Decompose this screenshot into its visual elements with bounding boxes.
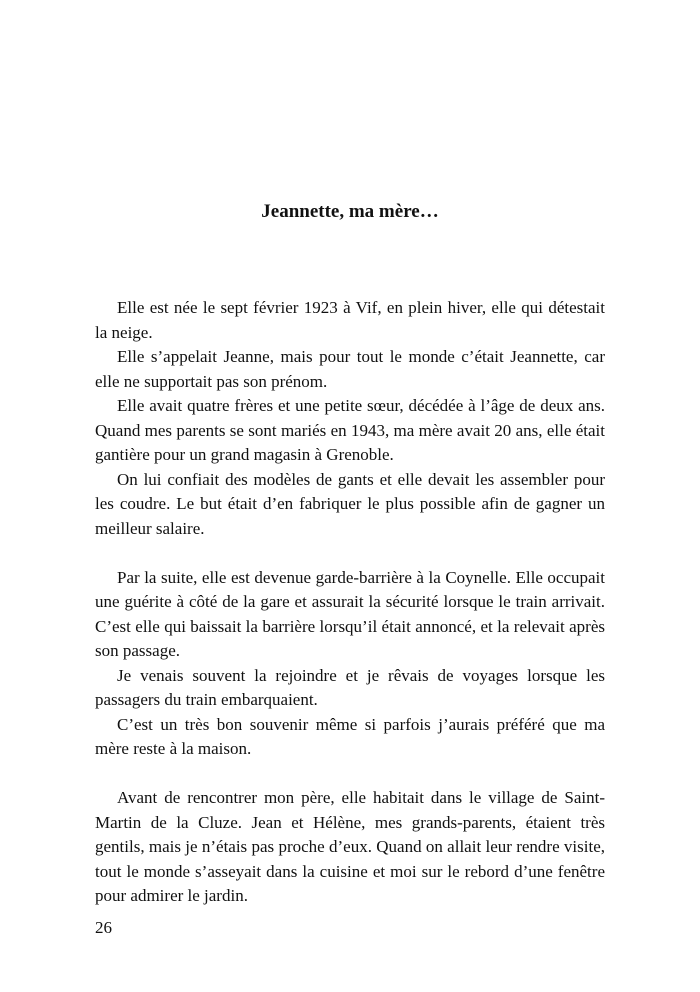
paragraph: Elle avait quatre frères et une petite sœur, décédée à l’âge de deux ans. Quand mes parents se sont mariés en 1943, ma mère avait 20 ans, elle était gantière pour un grand magasin à Grenoble. — [95, 396, 605, 464]
paragraph: Elle est née le sept février 1923 à Vif, en plein hiver, elle qui détestait la neige. — [95, 298, 605, 342]
paragraph: Avant de rencontrer mon père, elle habitait dans le village de Saint-Martin de la Cluze. Jean et Hélène, mes grands-parents, étaient très gentils, mais je n’étais pas proche d’eux. Quand on allait leur rendre visite, tout le monde s’asseyait dans la cuisine et moi sur le rebord d’une fenêtre pour admirer le jardin. — [95, 788, 605, 905]
paragraph: Elle s’appelait Jeanne, mais pour tout le monde c’était Jeannette, car elle ne supportait pas son prénom. — [95, 347, 605, 391]
chapter-title: Jeannette, ma mère… — [261, 201, 439, 222]
paragraph: C’est un très bon souvenir même si parfois j’aurais préféré que ma mère reste à la maison. — [95, 714, 605, 758]
chapter-body — [95, 296, 605, 909]
paragraph: On lui confiait des modèles de gants et elle devait les assembler pour les coudre. Le but était d’en fabriquer le plus possible afin de gagner un meilleur salaire. — [95, 469, 605, 538]
page-number: 26 — [95, 918, 112, 937]
paragraph: Je venais souvent la rejoindre et je rêvais de voyages lorsque les passagers du train embarquaient. — [95, 665, 605, 709]
paragraph: Par la suite, elle est devenue garde-barrière à la Coynelle. Elle occupait une guérite à côté de la gare et assurait la sécurité lorsque le train arrivait. C’est elle qui baissait la barrière lorsqu’il était annoncé, et la relevait après son passage. — [95, 567, 605, 660]
